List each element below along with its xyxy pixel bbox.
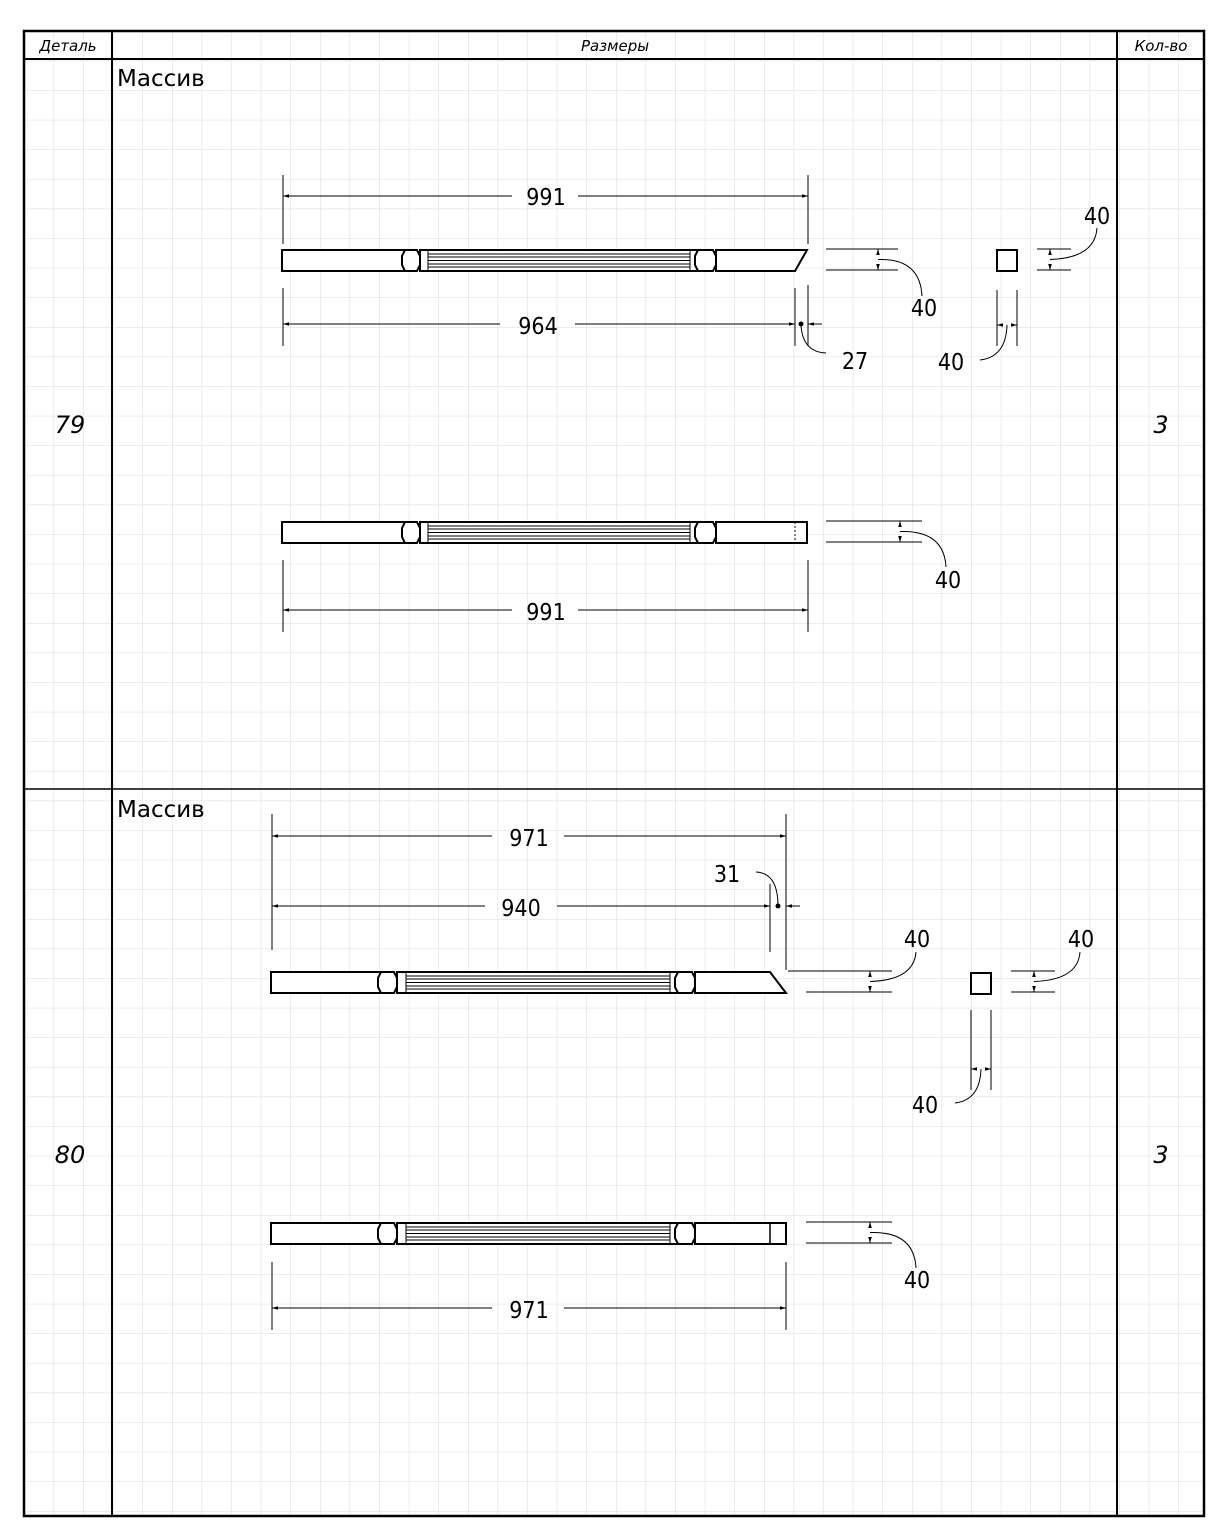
row-79-quantity: 3: [1153, 411, 1169, 439]
row-79-dim-side-thickness-label: 40: [934, 568, 962, 594]
header-sizes: Размеры: [580, 37, 650, 55]
row-80-material: Массив: [117, 797, 205, 823]
row-79-dim-964-label: 964: [518, 314, 558, 340]
row-79-dim-27-label: 27: [841, 349, 869, 375]
row-79-dim-991-label: 991: [526, 185, 566, 211]
row-80-part-number: 80: [54, 1141, 86, 1169]
row-80-quantity: 3: [1153, 1141, 1169, 1169]
header-part: Деталь: [39, 37, 97, 55]
row-79-dim-thickness-label: 40: [910, 296, 938, 322]
row-80-dim-side-thickness-label: 40: [903, 1268, 931, 1294]
row-79-material: Массив: [117, 66, 205, 92]
row-80-dim-section-height-label: 40: [1067, 927, 1095, 953]
row-80-dim-thickness-label: 40: [903, 927, 931, 953]
row-80-leg-side-view: [271, 1223, 786, 1244]
header-qty: Кол-во: [1134, 37, 1188, 55]
row-79-part-number: 79: [54, 411, 86, 439]
row-80-dim-31-label: 31: [713, 862, 741, 888]
row-80-dim-940-label: 940: [501, 896, 541, 922]
row-79-cross-section: [997, 250, 1017, 271]
row-79-dim-side-length-label: 991: [526, 600, 566, 626]
row-80-dim-side-length-label: 971: [509, 1298, 549, 1324]
row-79-dim-section-width-label: 40: [937, 350, 965, 376]
row-80-cross-section: [971, 973, 991, 994]
row-80-dim-971-label: 971: [509, 826, 549, 852]
row-79-dim-section-height-label: 40: [1083, 204, 1111, 230]
row-80-leg-top-view: [271, 972, 786, 993]
row-79-leg-top-view: [282, 250, 807, 271]
row-79-leg-side-view: [282, 522, 807, 543]
row-80-dim-section-width-label: 40: [911, 1093, 939, 1119]
